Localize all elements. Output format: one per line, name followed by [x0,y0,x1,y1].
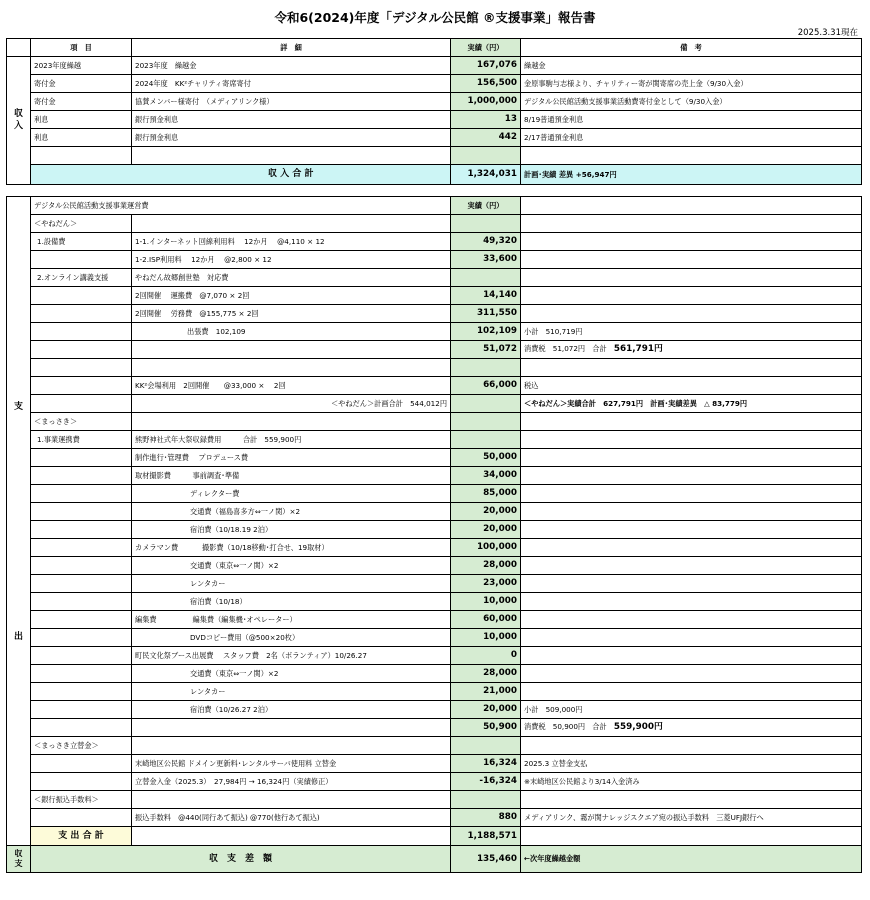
income-row: 利息 銀行預金利息 13 8/19普通預金利息 [7,111,862,129]
balance-row [7,846,862,873]
expense-section-title: デジタル公民館活動支援事業運営費 [31,197,451,215]
group-advance: ＜まっさき立替金＞ [31,737,132,755]
income-empty-row [7,147,862,165]
expense-section-header: 支 出 デジタル公民館活動支援事業運営費 実績（円） [7,197,862,215]
group-massaki: ＜まっさき＞ [31,413,132,431]
balance-side-label: 収 支 [7,846,31,873]
expense-side-label: 支 出 [7,197,31,846]
balance-note: ←次年度繰越金額 [521,846,862,873]
expense-total-amount: 1,188,571 [451,827,521,846]
header-row [7,39,862,57]
income-row: 寄付金 2024年度 KK²チャリティ寄席寄付 156,500 金原事駒与志様より、チャリティー寄が関寄席の売上金（9/30入金） [7,75,862,93]
balance-amount: 135,460 [451,846,521,873]
income-total-row [7,165,862,185]
header-detail: 詳 細 [132,39,451,57]
as-of-date: 2025.3.31現在 [797,28,858,38]
expense-total-label: 支 出 合 計 [31,827,132,846]
income-row: 寄付金 協賛メンバー様寄付 （メディアリンク様） 1,000,000 デジタル公民館活動支援事業活動費寄付金として（9/30入金） [7,93,862,111]
income-side-label: 収 入 [7,57,31,185]
income-total-note: 計画･実績 差異 +56,947円 [521,165,862,185]
expense-total-row [7,827,862,846]
header-note: 備 考 [521,39,862,57]
balance-label: 収 支 差 額 [31,846,451,873]
expense-table: 支 出 デジタル公民館活動支援事業運営費 実績（円） ＜やねだん＞ 1.設備費 1-1.インターネット回線利用料 12か月 @4,110 × 12 49,320 1-2.ISP利用料 12か月 @2,800 × 12 33,600 2.オンライン講義支援 やねだん故郷創世塾 対応費 2回開催 運搬費 @7,070 × 2回 14,140 2回開催 労務費 @155,775 × 2回 311,550 出張費 102,109 102,109 小計 510,719円 51,072 消費税 51,072円 合計 561,791円 KK²会場利用 2回開催 @33,000 × 2回 66,000 税込 ＜やねだん＞計画合計 544,012円 ＜やねだん＞実績合計 627,791円 計画･実績差異 △ 83,779円 ＜まっさき＞ 1.事業運携費 熊野神社式年大祭収録費用 合計 559,900円 制作進行･管理費 プロデュース費 50,000 取材撮影費 事前調査･準備 34,000 ディレクター費 85,000 交通費（福島喜多方⇔一ノ関）×2 20,000 宿泊費（10/18.19 2泊） 20,000 カメラマン費 撮影費（10/18移動･打合せ、19取材） 100,000 交通費（東京⇔一ノ関）×2 28,000 レンタカー 23,000 宿泊費（10/18） 10,000 編集費 編集費（編集機･オペレーター） 60,000 DVDコピー費用（@500×20枚） 10,000 町民文化祭ブース出展費 スタッフ費 2名（ボランティア）10/26.27 0 交通費（東京⇔一ノ関）×2 28,000 レンタカー 21,000 宿泊費（10/26.27 2泊） 20,000 小計 509,000円 50,900 消費税 50,900円 合計 559,900円 ＜まっさき立替金＞ 末崎地区公民館 ドメイン更新料･レンタルサーバ使用料 立替金 16,324 2025.3 立替金支払 立替金入金（2025.3） 27,984円 → 16,324円（実績修正） -16,324 ※末崎地区公民館より3/14入金済み ＜銀行振込手数料＞ 振込手数料 @440(同行あて振込) @770(他行あて振込) 880 メディアリンク、霧が関ナレッジスクエア宛の振込手数料 三菱UFJ銀行へ 支 出 合 計 1,188,571 収 支 収 支 差 額 135,460 ←次年度繰越金額 [6,196,862,873]
group-yanedan: ＜やねだん＞ [31,215,132,233]
header-amount: 実績（円） [451,39,521,57]
yanedan-plan-total: ＜やねだん＞計画合計 544,012円 [132,395,451,413]
report-title: 令和6(2024)年度「デジタル公民館 ®支援事業」報告書 [274,10,596,25]
income-total-amount: 1,324,031 [451,165,521,185]
income-row: 収 入 2023年度繰越 2023年度 繰越金 167,076 繰越金 [7,57,862,75]
group-bank-fee: ＜銀行振込手数料＞ [31,791,132,809]
income-table [6,38,862,185]
income-row: 利息 銀行預金利息 442 2/17普通預金利息 [7,129,862,147]
income-total-label: 収 入 合 計 [132,165,451,185]
header-item: 項 目 [31,39,132,57]
